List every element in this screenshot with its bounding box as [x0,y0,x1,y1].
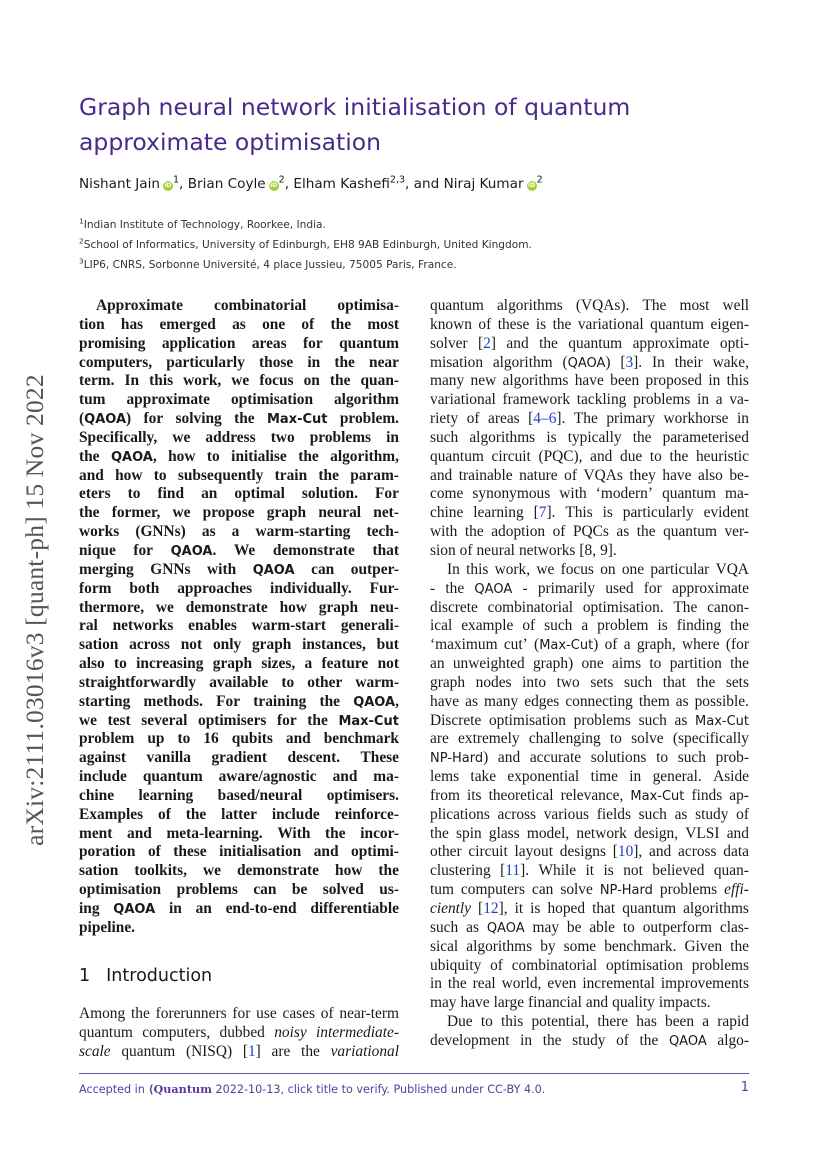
abstract-line: the former, we propose graph neural net- [79,504,399,522]
body-line: such algorithms is typically the parameterised [430,428,749,446]
footer-acceptance-note[interactable] [79,1082,545,1096]
body-line: many new algorithms have been proposed in this [430,372,749,390]
paper-title[interactable]: Graph neural network initialisation of quantum approximate optimisation [79,93,631,156]
author-name: Nishant Jain [79,176,160,192]
body-line: an unweighted graph) one aims to partition the [430,655,749,673]
body-line: variational framework tackling problems in a va- [430,391,749,409]
abstract-line: against vanilla gradient descent. These [79,749,399,767]
abstract-line: nique for QAOA. We demonstrate that [79,541,399,559]
body-line: from its theoretical relevance, Max-Cut finds ap- [430,786,749,804]
footer-suffix: 2022-10-13, click title to verify. Published under CC-BY 4.0. [215,1083,546,1096]
author-name: Elham Kashefi [293,176,390,192]
body-line: the spin glass model, network design, VLSI and [430,824,749,842]
footer-rule [79,1073,749,1074]
intro-paragraph [79,1005,399,1062]
abstract-line: also to increasing graph sizes, a feature not [79,655,399,673]
body-line: tum computers can solve NP-Hard problems effi- [430,881,749,899]
section-number: 1 [79,966,91,986]
body-line: have as many edges connecting them as possible. [430,692,749,710]
body-line: come synonymous with ‘modern’ quantum ma- [430,485,749,503]
abstract-line: straightforwardly available to other warm- [79,673,399,691]
abstract-line: tion has emerged as one of the most [79,315,399,333]
abstract-line: poration of these initialisation and optimi- [79,843,399,861]
body-line: and trainable nature of VQAs they have also be- [430,466,749,484]
body-line: sical algorithms by some benchmark. Given the [430,937,749,955]
body-line: - the QAOA - primarily used for approximate [430,579,749,597]
affiliation-text: School of Informatics, University of Edinburgh, EH8 9AB Edinburgh, United Kingdom. [83,239,532,251]
body-line: quantum circuit (PQC), and due to the heuristic [430,447,749,465]
body-line: sion of neural networks [8, 9]. [430,541,617,559]
body-line: other circuit layout designs [10], and across data [430,843,749,861]
body-line: misation algorithm (QAOA) [3]. In their wake, [430,353,749,371]
intro-line: scale quantum (NISQ) [1] are the variational [79,1042,399,1060]
abstract-line: the QAOA, how to initialise the algorithm, [79,447,399,465]
body-line: may have large financial and quality impacts. [430,994,711,1012]
author-affiliation-mark: 2 [278,174,285,186]
body-line: plications across various fields such as study of [430,805,749,823]
abstract-line: and how to subsequently train the param- [79,466,399,484]
body-line: clustering [11]. While it is not believed quan- [430,862,749,880]
body-line: ciently [12], it is hoped that quantum algorithms [430,900,749,917]
left-column [79,297,399,938]
abstract-line: ing QAOA in an end-to-end differentiable [79,900,399,917]
author-name: Brian Coyle [187,176,266,192]
intro-line: Among the forerunners for use cases of near-term [79,1005,399,1022]
affiliation [79,217,532,237]
abstract-line: include quantum aware/agnostic and ma- [79,768,399,786]
intro-line: quantum computers, dubbed noisy intermediate- [79,1023,399,1041]
affiliation-number: 1 [79,216,84,226]
abstract-line: eters to find an optimal solution. For [79,485,399,503]
body-line: are extremely challenging to solve (specifically [430,730,749,748]
author-affiliation-mark: 2 [536,174,543,186]
body-line: quantum algorithms (VQAs). The most well [430,297,749,314]
body-line: ical example of such a problem is finding the [430,617,749,635]
author-list: Nishant Jain $iD^1$, Brian Coyle $iD^2$, Elham Kashefi$^{2,3}$, and Niraj Kumar $iD^2$ [79,174,543,192]
affiliation [79,257,532,277]
body-line: with the adoption of PQCs as the quantum ver- [430,523,749,541]
body-line: riety of areas [4–6]. The primary workhorse in [430,410,749,428]
body-line: ubiquity of combinatorial optimisation problems [430,956,749,974]
abstract-line: sation toolkits, we demonstrate how the [79,862,399,880]
abstract-line: thermore, we demonstrate how graph neu- [79,598,399,616]
body-line: in the real world, even incremental improvements [430,975,749,993]
abstract-line: tum approximate optimisation algorithm [79,391,399,409]
abstract-line: Examples of the latter include reinforce- [79,805,399,823]
quantum-journal-logo: ⟨Quantum [148,1082,212,1096]
footer-prefix: Accepted in [79,1083,145,1096]
abstract-line: ral networks enables warm-start generali- [79,617,399,635]
abstract-line: Approximate combinatorial optimisa- [96,297,399,314]
abstract-line: works (GNNs) as a warm-starting tech- [79,523,399,541]
body-line: NP-Hard) and accurate solutions to such prob- [430,749,749,767]
orcid-icon[interactable]: iD [164,182,172,189]
orcid-icon[interactable]: iD [528,182,536,189]
author-affiliation-mark: 1 [172,174,180,186]
body-line: known of these is the variational quantum eigen- [430,315,749,333]
body-line: development in the study of the QAOA algo- [430,1031,749,1049]
affiliation-text: LIP6, CNRS, Sorbonne Université, 4 place Jussieu, 75005 Paris, France. [83,259,457,271]
abstract-line: computers, particularly those in the near [79,353,399,371]
body-line: chine learning [7]. This is particularly evident [430,504,749,522]
arxiv-sidebar-stamp: arXiv:2111.03016v3 [quant-ph] 15 Nov 2022 [20,374,49,846]
right-column [430,297,749,1051]
abstract-line: ment and meta-learning. With the incor- [79,824,399,842]
body-line: such as QAOA may be able to outperform clas- [430,918,749,936]
abstract-line: pipeline. [79,918,136,936]
body-line: Discrete optimisation problems such as Max-Cut [430,711,749,729]
abstract-line: problem up to 16 qubits and benchmark [79,730,399,748]
body-line: solver [2] and the quantum approximate opti- [430,334,749,352]
abstract-line: Specifically, we address two problems in [79,428,399,446]
author-name: Niraj Kumar [443,176,524,192]
page-number: 1 [740,1080,749,1095]
abstract-line: sation across not only graph instances, but [79,636,399,654]
abstract-line: merging GNNs with QAOA can outper- [79,560,399,578]
body-line: discrete combinatorial optimisation. The canon- [430,598,749,616]
section-heading [79,966,212,986]
author-affiliation-mark: 2,3 [389,174,406,186]
abstract-line: chine learning based/neural optimisers. [79,786,399,804]
abstract [79,297,399,938]
body-line: graph nodes into two sets such that the sets [430,673,749,691]
abstract-line: optimisation problems can be solved us- [79,881,399,899]
section-title: Introduction [106,966,213,986]
orcid-icon[interactable]: iD [270,182,278,189]
affiliation-number: 3 [79,256,84,266]
affiliation-number: 2 [79,236,84,246]
body-line: In this work, we focus on one particular VQA [447,560,749,578]
abstract-line: term. In this work, we focus on the quan- [79,372,399,390]
body-line: ‘maximum cut’ (Max-Cut) of a graph, where (for [430,636,749,654]
affiliation [79,237,532,257]
abstract-line: form both approaches individually. Fur- [79,579,399,597]
abstract-line: promising application areas for quantum [79,334,399,352]
affiliation-text: Indian Institute of Technology, Roorkee, India. [83,219,326,231]
body-line: Due to this potential, there has been a rapid [447,1013,749,1031]
abstract-line: starting methods. For training the QAOA, [79,692,399,710]
abstract-line: (QAOA) for solving the Max-Cut problem. [79,410,399,428]
abstract-line: we test several optimisers for the Max-Cut [79,711,399,729]
body-line: lems take exponential time in general. Aside [430,768,749,786]
affiliation-list [79,217,532,277]
